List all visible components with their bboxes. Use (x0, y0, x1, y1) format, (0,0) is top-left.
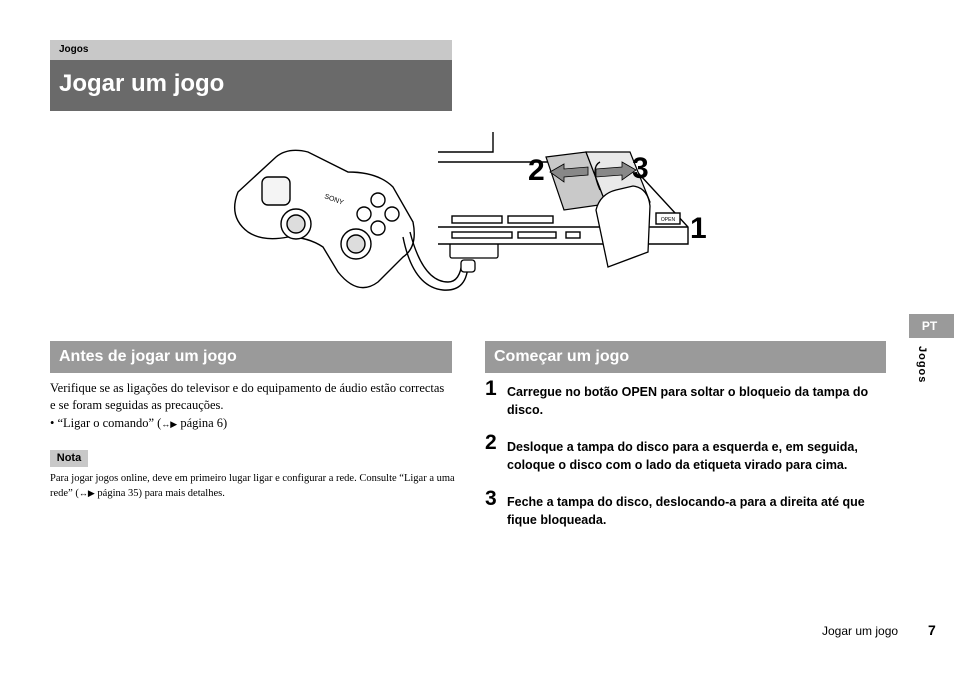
note-suffix: página 35) para mais detalhes. (94, 488, 225, 499)
step-1-number: 1 (485, 377, 497, 400)
section-tag: Jogos (50, 40, 452, 60)
note-text (50, 471, 455, 501)
illustration-step-1: 1 (690, 212, 707, 245)
step-2-number: 2 (485, 431, 497, 454)
subheading-start-game: Começar um jogo (485, 341, 886, 373)
footer-label: Jogar um jogo (822, 624, 899, 638)
page-reference-arrow-icon: ↔▶ (161, 419, 178, 429)
step-3-text: Feche a tampa do disco, deslocando-a para a direita até que fique bloqueada. (507, 495, 865, 527)
step-3-number: 3 (485, 487, 497, 510)
console-controller-illustration (228, 132, 708, 302)
page-reference-arrow-icon: ↔▶ (78, 488, 95, 498)
step-2-text: Desloque a tampa do disco para a esquerda e, em seguida, coloque o disco com o lado da etiqueta virado para cima. (507, 440, 858, 472)
page-title: Jogar um jogo (59, 70, 225, 97)
open-button-label: OPEN (660, 217, 676, 223)
illustration-step-2: 2 (528, 154, 545, 187)
bullet-prefix: • “Ligar o comando” ( (50, 416, 162, 430)
controller-brand-label: SONY (323, 193, 345, 207)
subheading-before-playing: Antes de jogar um jogo (50, 341, 452, 373)
step-1-text: Carregue no botão OPEN para soltar o bloqueio da tampa do disco. (507, 385, 869, 417)
controller-drawing (235, 150, 468, 290)
page-number: 7 (928, 622, 936, 638)
note-prefix: Para jogar jogos online, deve em primeiro lugar ligar e configurar a rede. Consulte “Ligar a uma rede” ( (50, 473, 455, 499)
bullet-suffix: página 6) (177, 416, 228, 430)
intro-paragraph: Verifique se as ligações do televisor e do equipamento de áudio estão correctas e se foram seguidas as precauções. (50, 381, 445, 412)
note-label: Nota (50, 450, 88, 467)
side-section-label: Jogos (916, 346, 928, 384)
language-tab: PT (909, 314, 954, 338)
bullet-connect-controller (50, 415, 450, 433)
illustration-step-3: 3 (632, 152, 649, 185)
page-title-bar (50, 60, 452, 111)
